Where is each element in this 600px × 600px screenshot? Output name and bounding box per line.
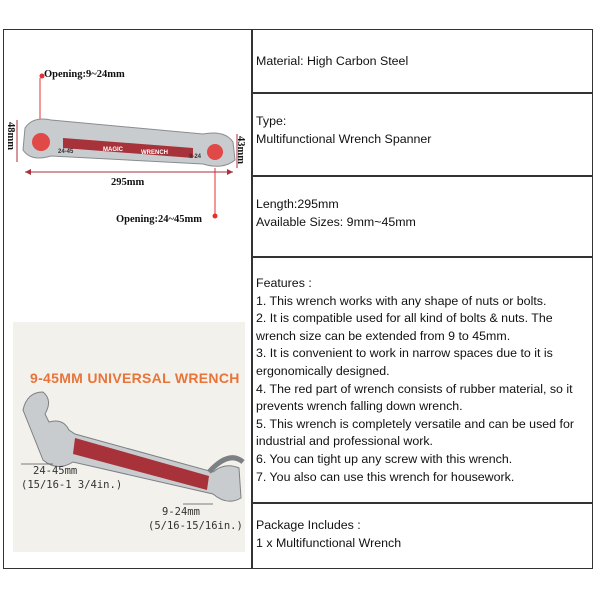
handle-text-right: 9-24 [189,154,202,160]
length-arrow-left [25,169,31,175]
photo-title: 9-45MM UNIVERSAL WRENCH [30,370,240,386]
feature-line: ergonomically designed. [256,363,390,378]
feature-line: 2. It is compatible used for all kind of bolts & nuts. The [256,311,553,326]
length-text: Length:295mm [256,197,339,211]
right-jaw-marker [207,144,223,160]
features-title: Features : [256,276,312,290]
height-right-label: 43mm [235,136,246,164]
row-divider [252,92,593,94]
photo-label-small-inch: (5/16-15/16in.) [148,520,243,532]
wrench-photo-svg [13,322,245,552]
row-divider [252,175,593,177]
material-cell [256,53,592,71]
length-cell [256,196,592,231]
opening-small-label: Opening:9~24mm [44,69,125,80]
material-text: Material: High Carbon Steel [256,54,409,68]
handle-text-left: 24-45 [58,149,74,155]
handle-text-brand: MAGIC [103,147,123,153]
type-cell [256,113,592,148]
photo-label-large-inch: (15/16-1 3/4in.) [21,479,123,491]
features-cell [256,275,592,486]
photo-label-large: 24-45mm [33,465,78,477]
length-arrow-right [227,169,233,175]
feature-line: prevents wrench falling down wrench. [256,399,463,414]
type-label: Type: [256,114,287,128]
left-jaw-marker [32,133,50,151]
feature-line: wrench size can be extended from 9 to 45mm. [256,328,511,343]
row-divider [252,502,593,504]
opening-large-label: Opening:24~45mm [116,214,202,225]
height-left-label: 48mm [5,122,16,150]
photo-label-small: 9-24mm [162,506,200,518]
opening-large-marker [213,214,218,219]
handle-text-word: WRENCH [141,150,168,156]
row-divider [252,256,593,258]
feature-line: 3. It is convenient to work in narrow spaces due to it is [256,346,553,361]
feature-line: industrial and professional work. [256,434,434,449]
wrench-steel-body [23,119,235,166]
package-title: Package Includes : [256,518,361,532]
type-value: Multifunctional Wrench Spanner [256,131,432,146]
feature-line: 7. You also can use this wrench for housework. [256,469,515,484]
feature-line: 5. This wrench is completely versatile and can be used for [256,416,574,431]
wrench-diagram-svg [3,30,254,270]
length-label: 295mm [111,177,145,188]
product-photo [13,322,245,552]
feature-line: 4. The red part of wrench consists of rubber material, so it [256,381,573,396]
package-cell [256,517,592,552]
package-item: 1 x Multifunctional Wrench [256,535,402,550]
feature-line: 6. You can tight up any screw with this wrench. [256,451,513,466]
sizes-text: Available Sizes: 9mm~45mm [256,214,416,229]
feature-line: 1. This wrench works with any shape of nuts or bolts. [256,293,547,308]
